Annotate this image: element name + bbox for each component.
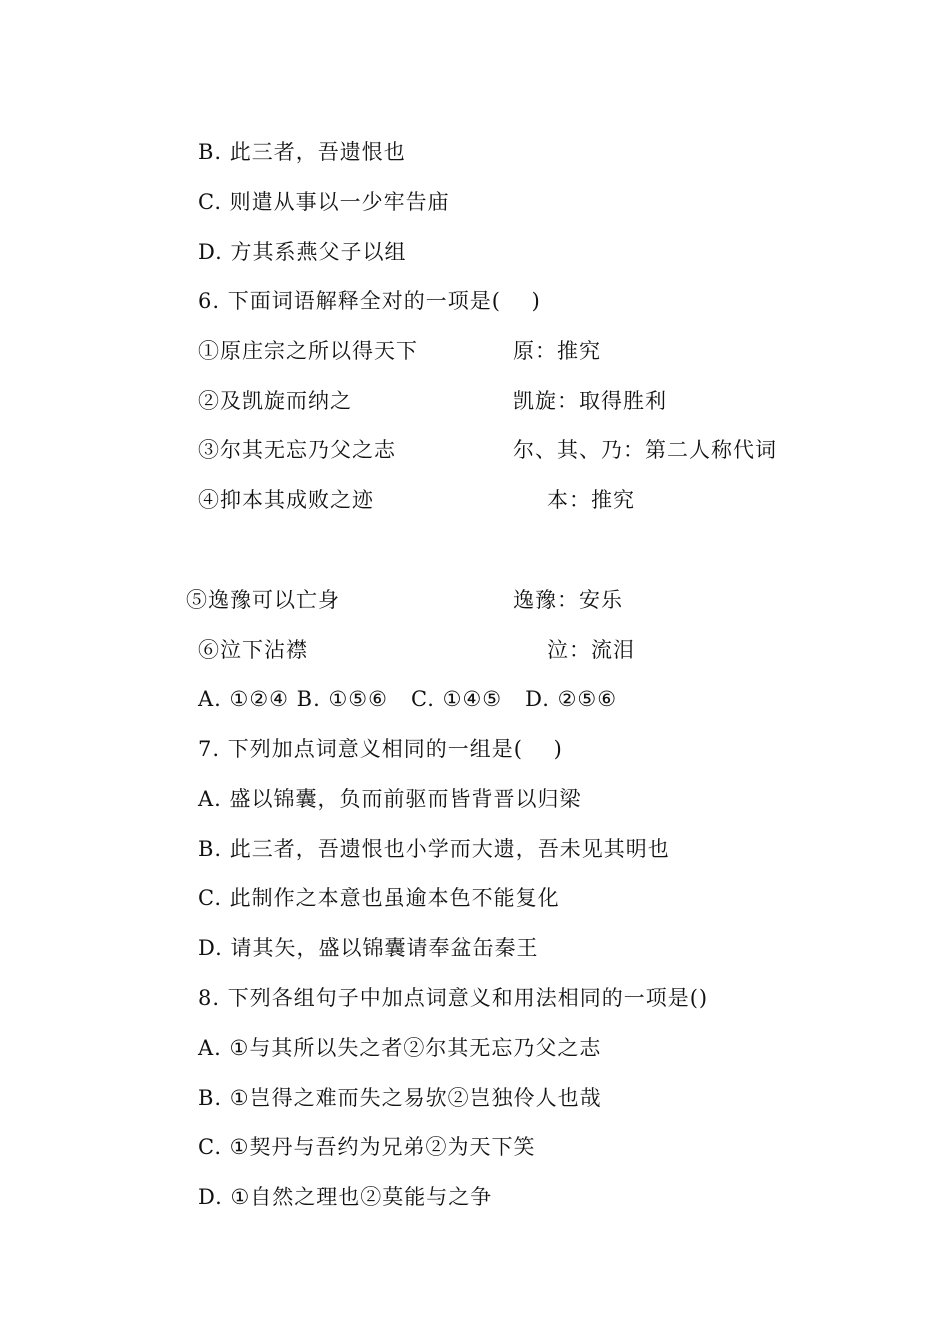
- question-6-options: A. ①②④ B. ①⑤⑥ C. ①④⑤ D. ②⑤⑥: [198, 687, 618, 711]
- question-7-option-d: D. 请其矢，盛以锦囊请奉盆缶秦王: [198, 936, 539, 960]
- item-2-term: ②及凯旋而纳之: [198, 389, 352, 413]
- option-c-line: C. 则遣从事以一少牢告庙: [198, 190, 450, 214]
- question-7: 7. 下列加点词意义相同的一组是( ): [198, 737, 563, 761]
- question-8: 8. 下列各组句子中加点词意义和用法相同的一项是(): [198, 986, 709, 1010]
- question-8-option-b: B. ①岂得之难而失之易欤②岂独伶人也哉: [198, 1086, 602, 1110]
- question-7-option-b: B. 此三者，吾遗恨也小学而大遗，吾未见其明也: [198, 837, 670, 861]
- question-7-option-a: A. 盛以锦囊，负而前驱而皆背晋以归梁: [198, 787, 582, 811]
- question-6: 6. 下面词语解释全对的一项是( ): [198, 289, 541, 313]
- item-5-definition: 逸豫：安乐: [513, 588, 623, 612]
- question-7-option-c: C. 此制作之本意也虽逾本色不能复化: [198, 886, 560, 910]
- item-1-definition: 原：推究: [513, 339, 601, 363]
- item-3-definition: 尔、其、乃：第二人称代词: [513, 438, 777, 462]
- item-5-term: ⑤逸豫可以亡身: [186, 588, 340, 612]
- question-8-option-a: A. ①与其所以失之者②尔其无忘乃父之志: [198, 1036, 602, 1060]
- item-6-definition: 泣：流泪: [547, 638, 635, 662]
- item-2-definition: 凯旋：取得胜利: [513, 389, 667, 413]
- item-3-term: ③尔其无忘乃父之志: [198, 438, 396, 462]
- question-8-option-c: C. ①契丹与吾约为兄弟②为天下笑: [198, 1135, 536, 1159]
- item-4-term: ④抑本其成败之迹: [198, 488, 374, 512]
- item-6-term: ⑥泣下沾襟: [198, 638, 308, 662]
- option-d-line: D. 方其系燕父子以组: [198, 240, 407, 264]
- question-8-option-d: D. ①自然之理也②莫能与之争: [198, 1185, 493, 1209]
- item-1-term: ①原庄宗之所以得天下: [198, 339, 418, 363]
- item-4-definition: 本：推究: [547, 488, 635, 512]
- option-b-line: B. 此三者，吾遗恨也: [198, 140, 406, 164]
